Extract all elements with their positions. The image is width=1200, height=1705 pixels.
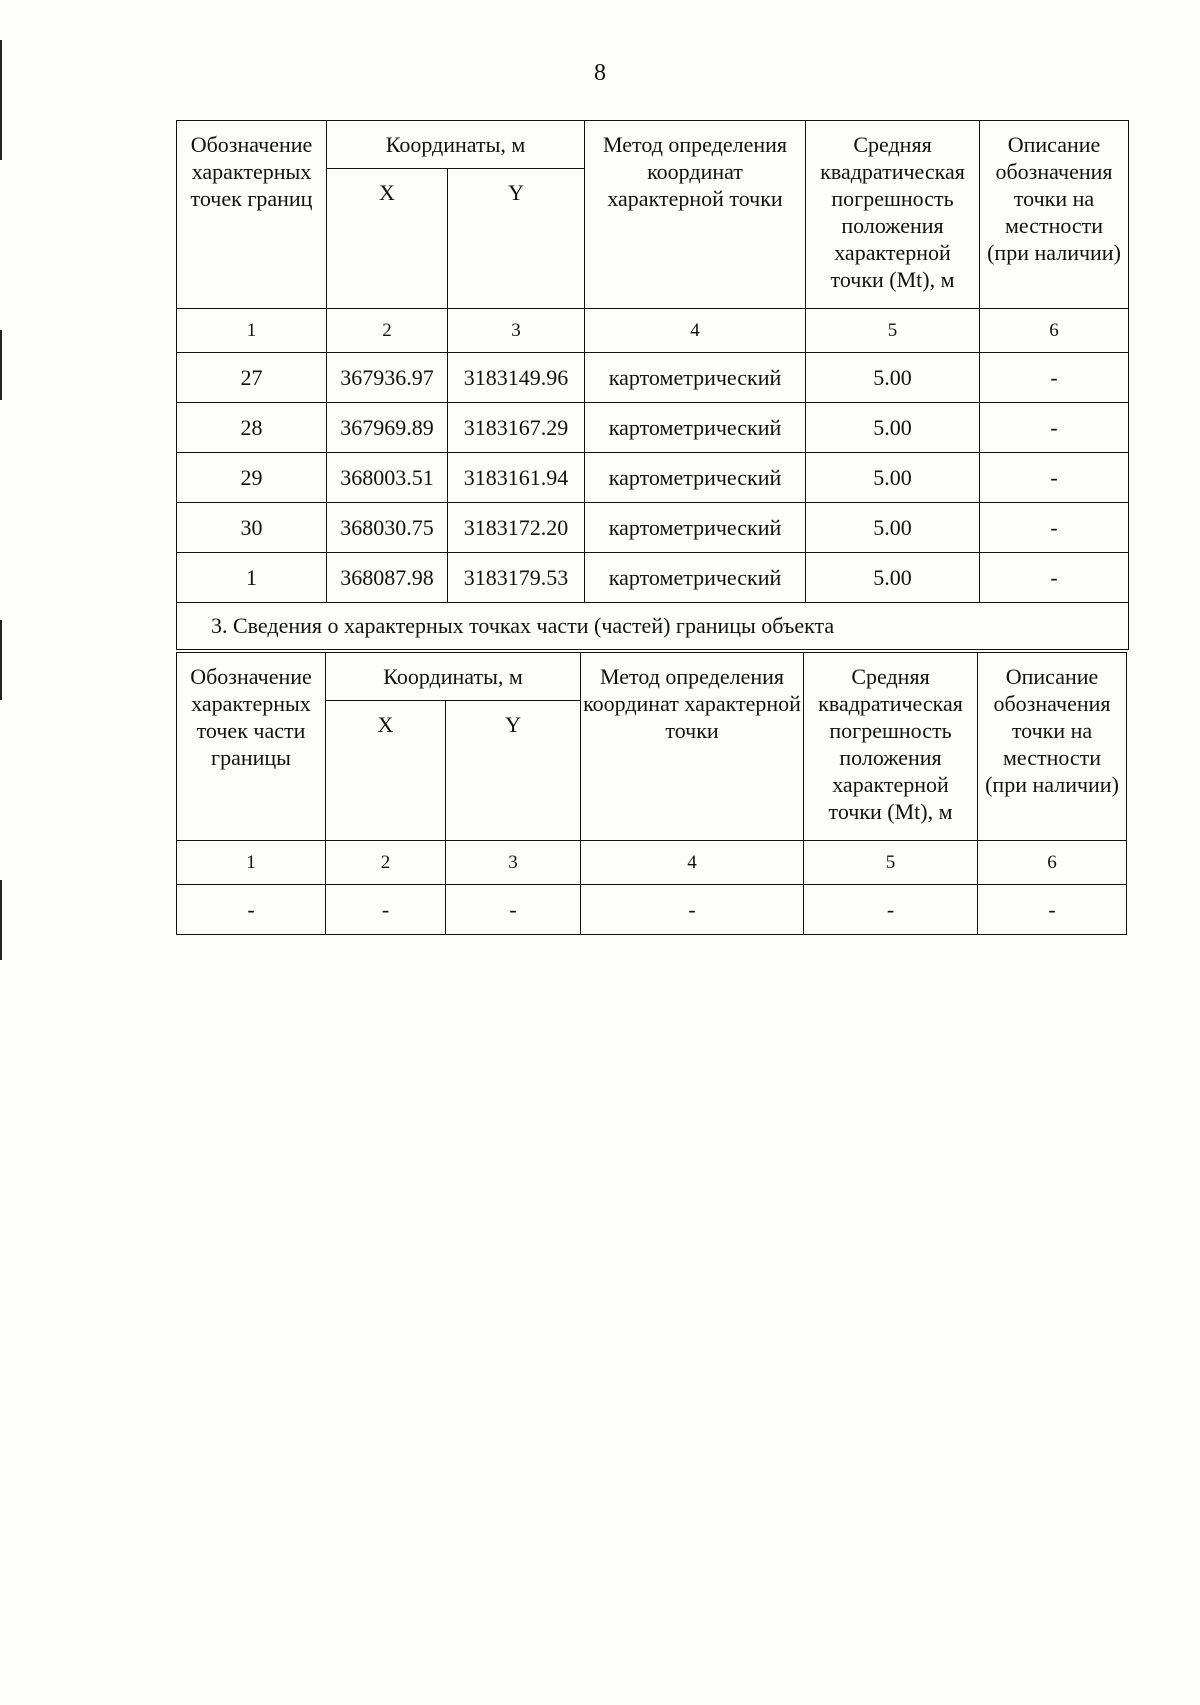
description: -	[980, 353, 1129, 403]
column-number: 4	[585, 309, 806, 353]
column-number: 3	[448, 309, 585, 353]
header-x: X	[326, 701, 446, 841]
coord-x: 368003.51	[327, 453, 448, 503]
method: картометрический	[585, 553, 806, 603]
column-number: 6	[980, 309, 1129, 353]
description: -	[980, 503, 1129, 553]
column-numbers-row	[177, 309, 1129, 353]
section-title: 3. Сведения о характерных точках части (частей) границы объекта	[177, 603, 1129, 650]
header-designation: Обозначение характерных точек части границы	[177, 653, 326, 841]
coord-y: 3183172.20	[448, 503, 585, 553]
method: -	[581, 885, 804, 935]
scan-edge-mark	[0, 620, 2, 700]
error-value: 5.00	[806, 353, 980, 403]
error-value: 5.00	[806, 453, 980, 503]
error-value: 5.00	[806, 403, 980, 453]
point-id: -	[177, 885, 326, 935]
error-value: -	[804, 885, 978, 935]
description: -	[980, 553, 1129, 603]
column-number: 2	[326, 841, 446, 885]
description: -	[978, 885, 1127, 935]
coord-x: 368030.75	[327, 503, 448, 553]
method: картометрический	[585, 453, 806, 503]
table-row	[177, 403, 1129, 453]
column-number: 1	[177, 841, 326, 885]
table-row	[177, 503, 1129, 553]
description: -	[980, 403, 1129, 453]
header-coordinates: Координаты, м	[327, 121, 585, 169]
parts-coordinates-table	[176, 652, 1127, 935]
header-coordinates: Координаты, м	[326, 653, 581, 701]
coord-x: -	[326, 885, 446, 935]
header-description: Описание обозначения точки на местности (при наличии)	[978, 653, 1127, 841]
header-y: Y	[448, 169, 585, 309]
header-y: Y	[446, 701, 581, 841]
column-number: 5	[804, 841, 978, 885]
column-number: 6	[978, 841, 1127, 885]
coord-y: 3183149.96	[448, 353, 585, 403]
table-row	[177, 353, 1129, 403]
table-row	[177, 885, 1127, 935]
method: картометрический	[585, 503, 806, 553]
table-row	[177, 453, 1129, 503]
scan-edge-mark	[0, 330, 2, 400]
table-row	[177, 553, 1129, 603]
header-x: X	[327, 169, 448, 309]
coord-x: 368087.98	[327, 553, 448, 603]
page-number: 8	[594, 60, 606, 86]
column-number: 3	[446, 841, 581, 885]
error-value: 5.00	[806, 503, 980, 553]
column-numbers-row	[177, 841, 1127, 885]
header-description: Описание обозначения точки на местности (при наличии)	[980, 121, 1129, 309]
error-value: 5.00	[806, 553, 980, 603]
coord-x: 367936.97	[327, 353, 448, 403]
point-id: 28	[177, 403, 327, 453]
section-heading-row	[177, 603, 1129, 650]
header-method: Метод определения координат характерной точки	[585, 121, 806, 309]
scan-edge-mark	[0, 880, 2, 960]
coord-x: 367969.89	[327, 403, 448, 453]
coord-y: -	[446, 885, 581, 935]
point-id: 27	[177, 353, 327, 403]
column-number: 1	[177, 309, 327, 353]
method: картометрический	[585, 403, 806, 453]
header-designation: Обозначение характерных точек границ	[177, 121, 327, 309]
coord-y: 3183179.53	[448, 553, 585, 603]
method: картометрический	[585, 353, 806, 403]
point-id: 1	[177, 553, 327, 603]
point-id: 30	[177, 503, 327, 553]
scan-edge-mark	[0, 40, 2, 160]
column-number: 4	[581, 841, 804, 885]
point-id: 29	[177, 453, 327, 503]
column-number: 2	[327, 309, 448, 353]
header-error: Средняя квадратическая погрешность положения характерной точки (Mt), м	[804, 653, 978, 841]
coordinates-table	[176, 120, 1129, 650]
header-method: Метод определения координат характерной точки	[581, 653, 804, 841]
column-number: 5	[806, 309, 980, 353]
coord-y: 3183167.29	[448, 403, 585, 453]
header-error: Средняя квадратическая погрешность положения характерной точки (Mt), м	[806, 121, 980, 309]
description: -	[980, 453, 1129, 503]
coord-y: 3183161.94	[448, 453, 585, 503]
